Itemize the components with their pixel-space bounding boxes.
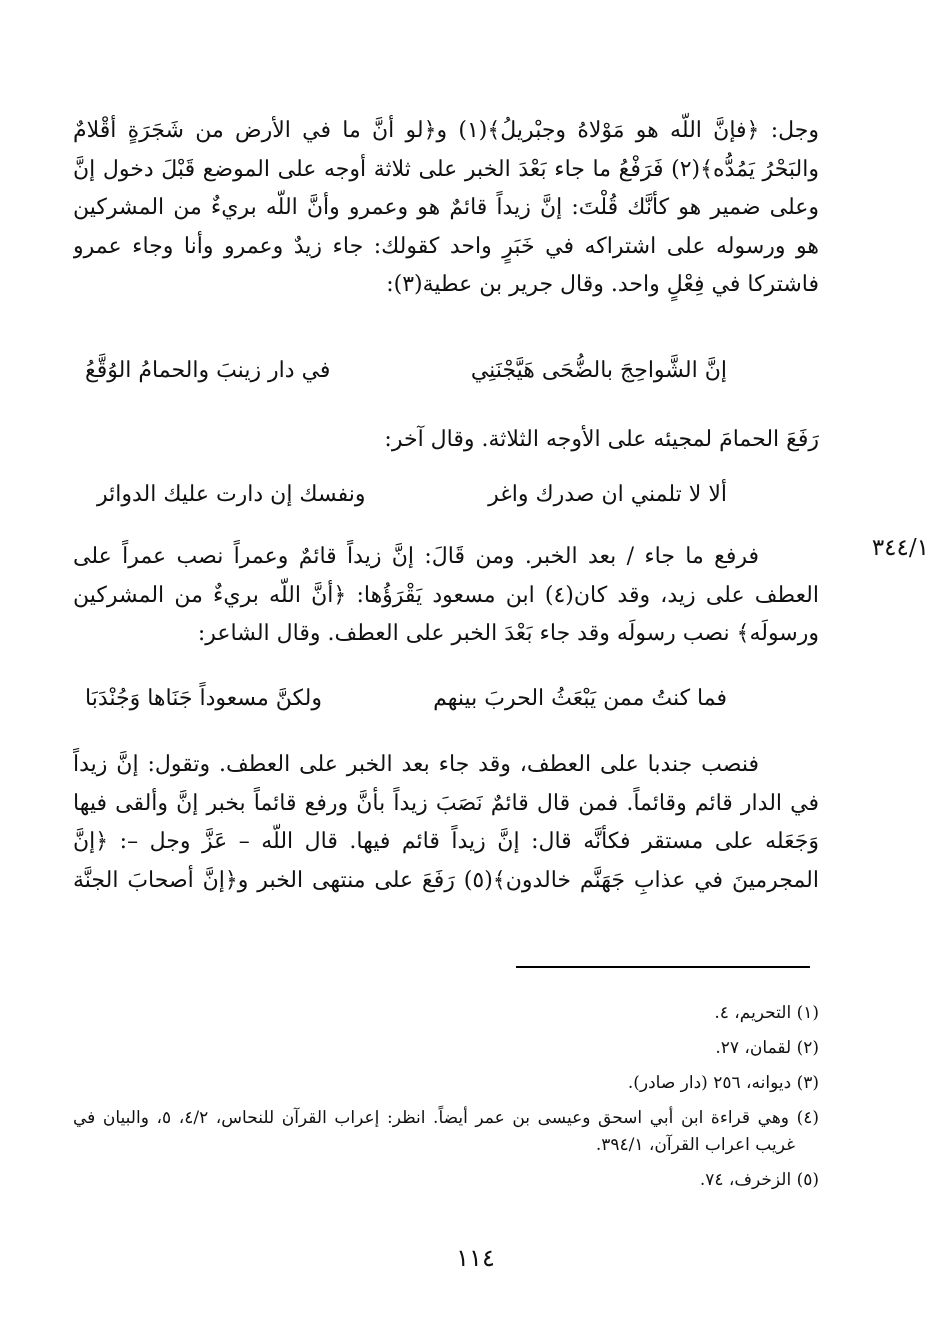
verse-first-hemistich: إنَّ الشَّواحِجَ بالضُّحَى هَيَّجْنَنِي	[470, 358, 727, 383]
text-line: العطف على زيد، وقد كان(٤) ابن مسعود يَقْرَؤُها: ﴿أنَّ اللّه بريءٌ من المشركين	[73, 582, 819, 608]
footnotes	[73, 1000, 819, 1194]
margin-reference: ٣٤٤/١	[871, 535, 929, 561]
text-line: هو ورسوله على اشتراكه في خَبَرٍ واحد كقولك: جاء زيدٌ وعمرو وأنا وجاء عمرو	[73, 233, 819, 259]
verse-second-hemistich: ونفسك إن دارت عليك الدوائر	[97, 482, 366, 507]
text-line: وجل: ﴿فإنَّ اللّه هو مَوْلاهُ وجبْريلُ﴾(١) و﴿لو أنَّ ما في الأرض من شَجَرَةٍ أقْلامٌ	[73, 118, 819, 143]
paragraph-3	[73, 538, 819, 654]
footnote-continuation: غريب اعراب القرآن، ٣٩٤/١.	[595, 1135, 795, 1155]
paragraph-2	[73, 421, 819, 460]
text-line: المجرمينَ في عذابِ جَهَنَّم خالدون﴾(٥) رَفَعَ على منتهى الخبر و﴿إنَّ أصحابَ الجنَّة	[73, 867, 819, 893]
page-number: ١١٤	[456, 1244, 495, 1272]
footnote: (٥) الزخرف، ٧٤.	[699, 1170, 819, 1190]
footnote: (٢) لقمان، ٢٧.	[715, 1038, 819, 1058]
verse-first-hemistich: ألا لا تلمني ان صدرك واغر	[488, 482, 727, 507]
footnote-divider	[516, 966, 810, 968]
paragraph-1	[73, 112, 819, 305]
text-line: في الدار قائم وقائماً. فمن قال قائمٌ نَصَبَ زيداً بأنَّ ورفع قائماً بخبر إنَّ وألقى فيها	[73, 790, 819, 816]
verse-second-hemistich: ولكنَّ مسعوداً جَنَاها وَجُنْدَبَا	[85, 686, 322, 711]
verse-3	[73, 686, 819, 726]
text-line: رَفَعَ الحمامَ لمجيئه على الأوجه الثلاثة. وقال آخر:	[384, 427, 819, 452]
footnote: (٤) وهي قراءة ابن أبي اسحق وعيسى بن عمر أيضاً. انظر: إعراب القرآن للنحاس، ٤/٢، ٥، والبيان في	[73, 1108, 819, 1128]
footnote: (٣) ديوانه، ٢٥٦ (دار صادر).	[627, 1073, 819, 1093]
text-line: وعلى ضمير هو كأنَّك قُلْتَ: إنَّ زيداً قائمٌ هو وعمرو وأنَّ اللّه بريءٌ من المشركين	[73, 195, 819, 221]
text-line: وَجَعَله على مستقر فكأنَّه قال: إنَّ زيداً قائم فيها. قال اللّه – عَزَّ وجل –: ﴿إنَّ	[73, 829, 819, 855]
verse-second-hemistich: في دار زينبَ والحمامُ الوُقَّعُ	[85, 358, 331, 383]
text-line: فاشتركا في فِعْلٍ واحد. وقال جرير بن عطية(٣):	[386, 272, 819, 298]
text-line: فرفع ما جاء / بعد الخبر. ومن قَالَ: إنَّ زيداً قائمٌ وعمراً نصب عمراً على	[73, 544, 759, 569]
text-line: والبَحْرُ يَمُدُّه﴾(٢) فَرَفْعُ ما جاء بَعْدَ الخبر على ثلاثة أوجه على الموضع قَبْلَ دخول إنَّ	[73, 156, 819, 182]
verse-1	[73, 358, 819, 398]
footnote: (١) التحريم، ٤.	[714, 1003, 819, 1023]
text-line: فنصب جندبا على العطف، وقد جاء بعد الخبر على العطف. وتقول: إنَّ زيداً	[73, 752, 759, 777]
verse-first-hemistich: فما كنتُ ممن يَبْعَثُ الحربَ بينهم	[433, 686, 727, 711]
text-line: ورسولَه﴾ نصب رسولَه وقد جاء بَعْدَ الخبر على العطف. وقال الشاعر:	[197, 621, 819, 647]
verse-2	[73, 482, 819, 522]
paragraph-4	[73, 746, 819, 900]
